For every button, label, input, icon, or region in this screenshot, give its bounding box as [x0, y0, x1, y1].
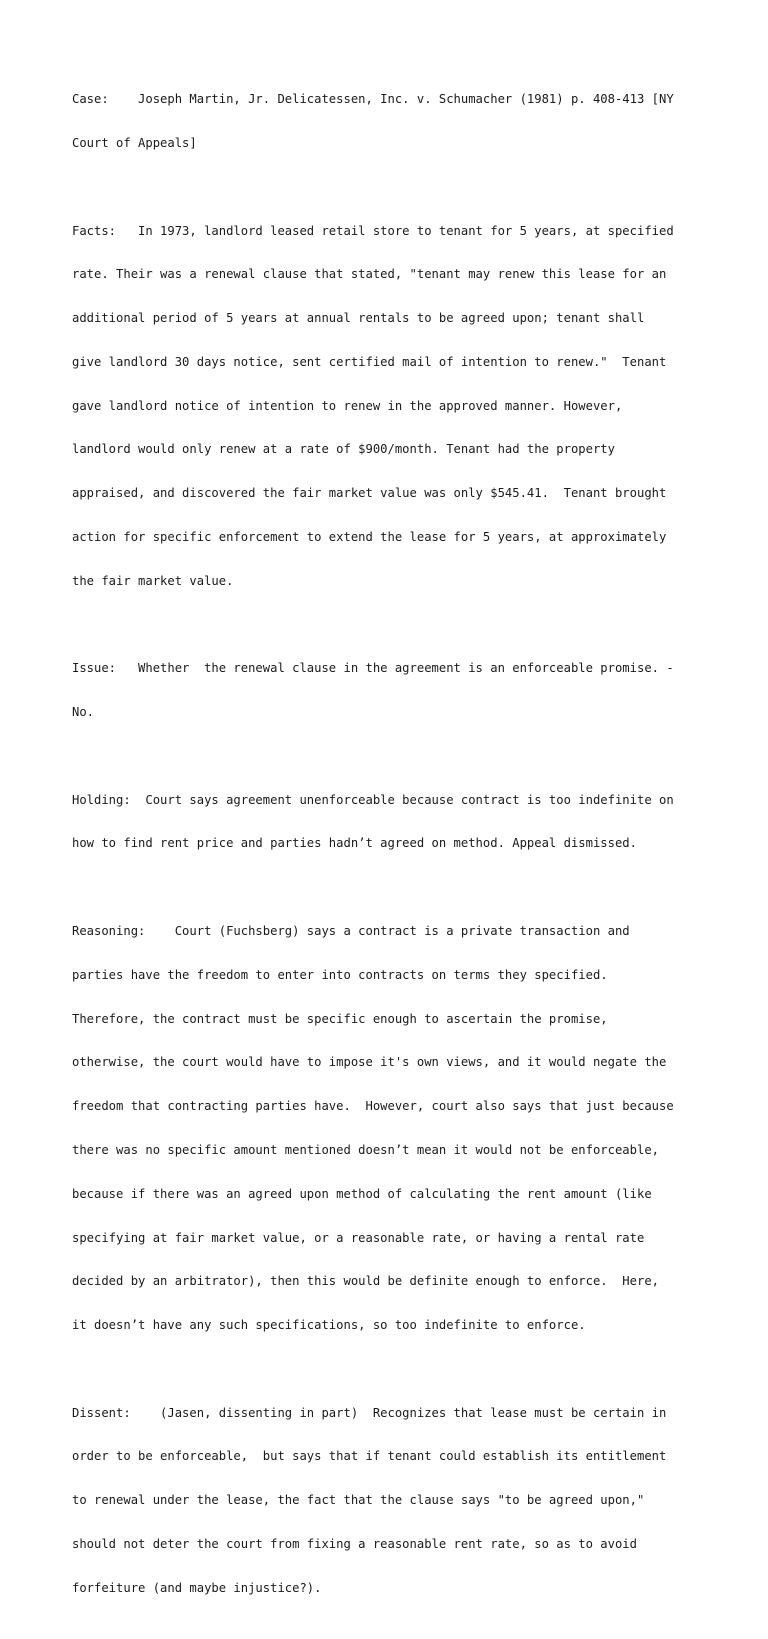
reasoning-line: because if there was an agreed upon method of calculating the rent amount (like: [72, 1186, 652, 1201]
dissent-line: to renewal under the lease, the fact that the clause says "to be agreed upon,": [72, 1493, 645, 1508]
holding-line: Holding: Court says agreement unenforceable because contract is too indefinite on: [72, 792, 674, 807]
facts-line: rate. Their was a renewal clause that stated, "tenant may renew this lease for an: [72, 267, 667, 282]
reasoning-section: [72, 895, 696, 1362]
issue-line: Issue: Whether the renewal clause in the agreement is an enforceable promise. -: [72, 661, 674, 676]
reasoning-line: there was no specific amount mentioned doesn’t mean it would not be enforceable,: [72, 1142, 659, 1157]
document-page: [72, 63, 696, 1639]
facts-line: give landlord 30 days notice, sent certified mail of intention to renew." Tenant: [72, 354, 667, 369]
facts-line: additional period of 5 years at annual rentals to be agreed upon; tenant shall: [72, 311, 645, 326]
reasoning-line: specifying at fair market value, or a reasonable rate, or having a rental rate: [72, 1230, 645, 1245]
reasoning-line: Therefore, the contract must be specific enough to ascertain the promise,: [72, 1011, 608, 1026]
dissent-line: forfeiture (and maybe injustice?).: [72, 1580, 322, 1595]
facts-line: appraised, and discovered the fair market value was only $545.41. Tenant brought: [72, 486, 667, 501]
holding-section: [72, 764, 696, 881]
dissent-line: order to be enforceable, but says that if tenant could establish its entitlement: [72, 1449, 667, 1464]
reasoning-line: freedom that contracting parties have. However, court also says that just because: [72, 1099, 674, 1114]
holding-line: how to find rent price and parties hadn’t agreed on method. Appeal dismissed.: [72, 836, 637, 851]
dissent-line: should not deter the court from fixing a reasonable rent rate, so as to avoid: [72, 1536, 637, 1551]
reasoning-line: it doesn’t have any such specifications, so too indefinite to enforce.: [72, 1318, 586, 1333]
dissent-section: [72, 1376, 696, 1624]
facts-line: gave landlord notice of intention to renew in the approved manner. However,: [72, 398, 623, 413]
issue-section: [72, 632, 696, 749]
reasoning-line: Reasoning: Court (Fuchsberg) says a contract is a private transaction and: [72, 924, 630, 939]
facts-line: Facts: In 1973, landlord leased retail store to tenant for 5 years, at specified: [72, 223, 674, 238]
facts-line: landlord would only renew at a rate of $900/month. Tenant had the property: [72, 442, 615, 457]
reasoning-line: otherwise, the court would have to impose it's own views, and it would negate the: [72, 1055, 667, 1070]
reasoning-line: decided by an arbitrator), then this would be definite enough to enforce. Here,: [72, 1274, 659, 1289]
case-line: Court of Appeals]: [72, 135, 197, 150]
case-line: Case: Joseph Martin, Jr. Delicatessen, Inc. v. Schumacher (1981) p. 408-413 [NY: [72, 92, 674, 107]
reasoning-line: parties have the freedom to enter into contracts on terms they specified.: [72, 967, 608, 982]
facts-line: the fair market value.: [72, 573, 234, 588]
dissent-line: Dissent: (Jasen, dissenting in part) Recognizes that lease must be certain in: [72, 1405, 667, 1420]
issue-line: No.: [72, 705, 95, 720]
facts-section: [72, 194, 696, 617]
facts-line: action for specific enforcement to extend the lease for 5 years, at approximately: [72, 530, 667, 544]
case-section: [72, 63, 696, 180]
